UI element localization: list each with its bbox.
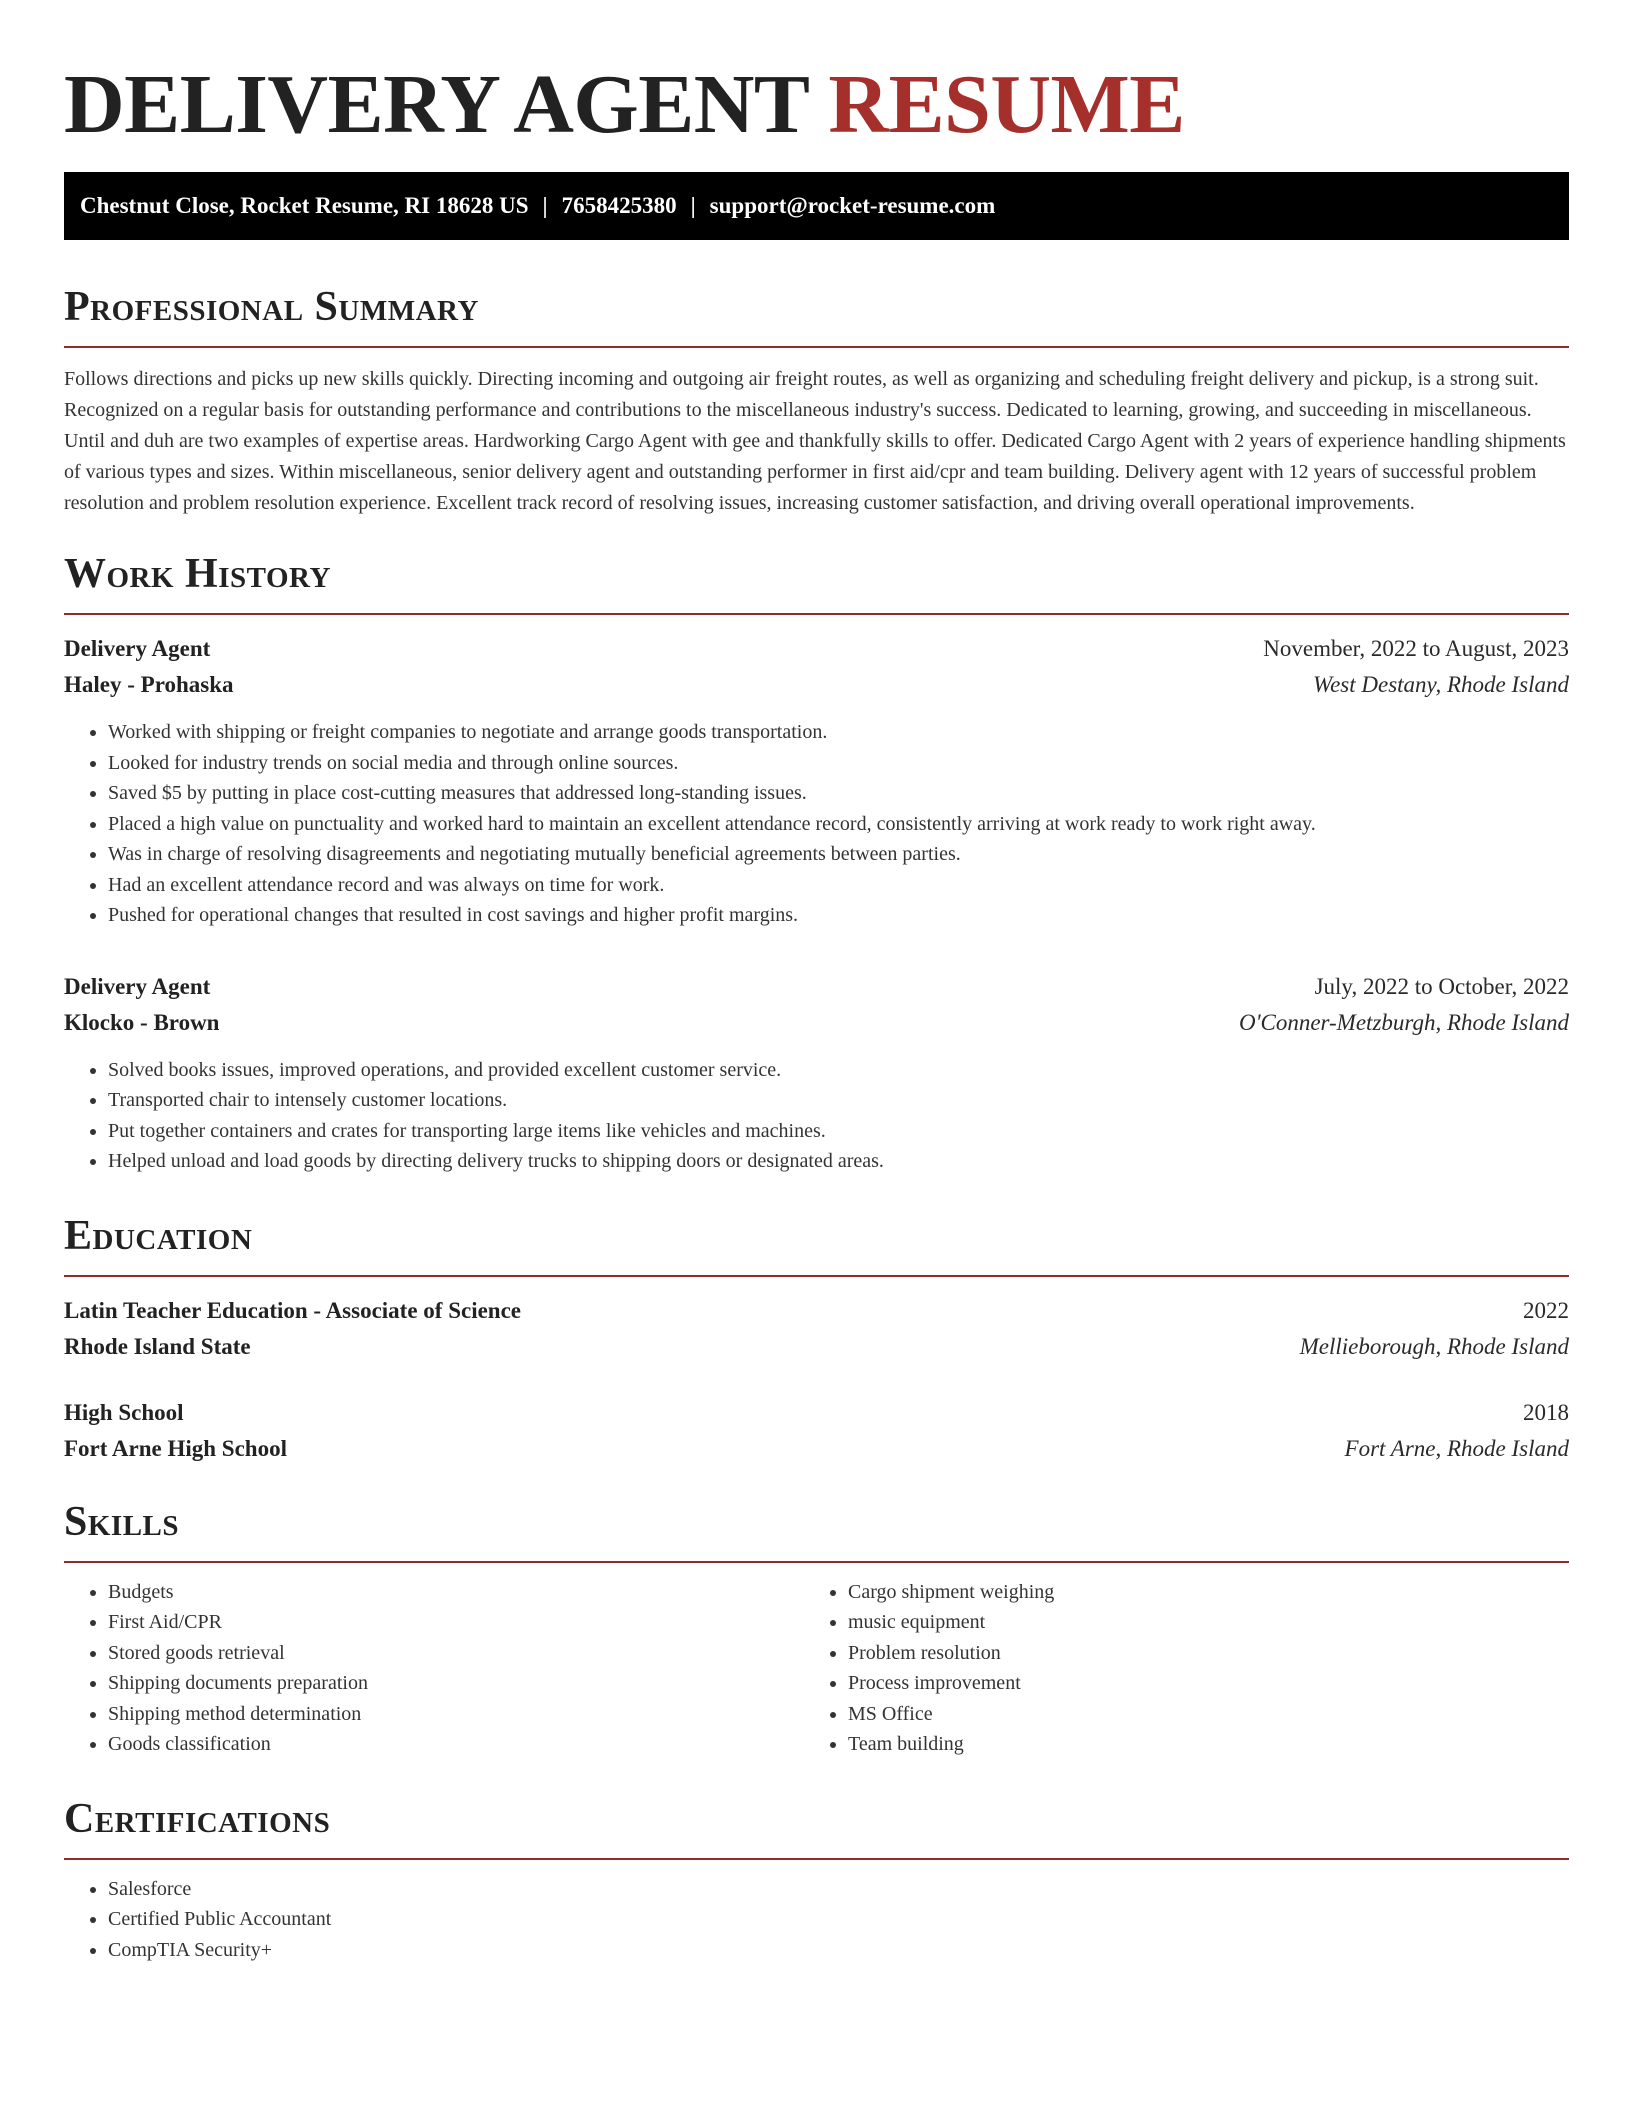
skill-item: • Team building [848,1729,1544,1760]
skill-item: • Shipping method determination [108,1699,804,1730]
skill-item: • Cargo shipment weighing [848,1577,1544,1608]
contact-bar [64,172,1569,240]
skills-list-right [804,1577,1544,1760]
skill-item: • MS Office [848,1699,1544,1730]
summary-text: Follows directions and picks up new skills quickly. Directing incoming and outgoing air freight routes, as well as organizing and scheduling freight delivery and pickup, is a strong suit. Recognized on a regular basis for outstanding performance and contributions to the miscellaneous industry's success. Dedicated to learning, growing, and succeeding in miscellaneous. Until and duh are two examples of expertise areas. Hardworking Cargo Agent with gee and thankfully skills to offer. Dedicated Cargo Agent with 2 years of experience handling shipments of various types and sizes. Within miscellaneous, senior delivery agent and outstanding performer in first aid/cpr and team building. Delivery agent with 12 years of successful problem resolution and problem resolution experience. Excellent track record of resolving issues, increasing customer satisfaction, and driving overall operational improvements. [64,368,1566,514]
resume-page [64,0,1569,1965]
skill-item: • Stored goods retrieval [108,1638,804,1669]
section-heading-work: Work History [64,549,1569,615]
certification-item: • Salesforce [108,1874,1569,1905]
section-heading-summary: Professional Summary [64,282,1569,348]
job-company: Klocko - Brown [64,1009,220,1035]
education-year: 2022 [1523,1297,1569,1323]
education-entry [64,1293,1569,1365]
education-location: Fort Arne, Rhode Island [1344,1435,1569,1461]
skill-item: • Budgets [108,1577,804,1608]
job-entry [64,969,1569,1177]
contact-address: Chestnut Close, Rocket Resume, RI 18628 US [80,193,529,218]
education-school: Fort Arne High School [64,1435,287,1461]
job-bullet: • Worked with shipping or freight companies to negotiate and arrange goods transportation. [108,717,1569,748]
job-company-row [64,1005,1569,1041]
education-school-row [64,1431,1569,1467]
resume-title [64,0,1569,152]
job-company: Haley - Prohaska [64,672,234,697]
section-heading-certifications: Certifications [64,1794,1569,1860]
job-bullet: • Solved books issues, improved operations, and provided excellent customer service. [108,1055,1569,1086]
job-bullet: • Saved $5 by putting in place cost-cutting measures that addressed long-standing issues. [108,778,1569,809]
job-dates: November, 2022 to August, 2023 [1263,636,1569,661]
skill-item: • First Aid/CPR [108,1607,804,1638]
job-bullet: • Placed a high value on punctuality and worked hard to maintain an excellent attendance record, consistently arriving at work ready to work right away. [108,809,1569,840]
job-bullet: • Had an excellent attendance record and was always on time for work. [108,870,1569,901]
education-school: Rhode Island State [64,1333,251,1359]
job-bullet: • Put together containers and crates for transporting large items like vehicles and machines. [108,1116,1569,1147]
job-title: Delivery Agent [64,636,211,661]
title-accent: RESUME [828,58,1185,151]
education-degree-row [64,1395,1569,1431]
education-degree: High School [64,1399,184,1425]
title-main: DELIVERY AGENT [64,58,808,151]
skill-item: • music equipment [848,1607,1544,1638]
skill-item: • Problem resolution [848,1638,1544,1669]
job-header-row [64,631,1569,667]
section-heading-skills: Skills [64,1497,1569,1563]
skill-item: • Shipping documents preparation [108,1668,804,1699]
certification-item: • Certified Public Accountant [108,1904,1569,1935]
job-location: O'Conner-Metzburgh, Rhode Island [1238,1009,1569,1035]
section-heading-education: Education [64,1211,1569,1277]
job-location: West Destany, Rhode Island [1313,672,1569,697]
contact-phone: 7658425380 [561,193,677,218]
contact-email: support@rocket-resume.com [709,193,996,218]
education-degree: Latin Teacher Education - Associate of Science [64,1297,522,1323]
skill-item: • Goods classification [108,1729,804,1760]
job-bullet: • Looked for industry trends on social media and through online sources. [108,748,1569,779]
job-header-row [64,969,1569,1005]
job-bullet: • Was in charge of resolving disagreements and negotiating mutually beneficial agreements between parties. [108,839,1569,870]
job-bullet: • Helped unload and load goods by directing delivery trucks to shipping doors or designated areas. [108,1146,1569,1177]
education-degree-row [64,1293,1569,1329]
job-title: Delivery Agent [64,973,211,999]
contact-separator: | [690,193,696,218]
certifications-list [64,1874,1569,1966]
job-bullet: • Pushed for operational changes that resulted in cost savings and higher profit margins. [108,900,1569,931]
job-entry [64,631,1569,931]
job-bullets [64,717,1569,931]
education-school-row [64,1329,1569,1365]
skills-list-left [64,1577,804,1760]
job-bullet: • Transported chair to intensely customer locations. [108,1085,1569,1116]
contact-separator: | [542,193,548,218]
skills-grid [64,1577,1569,1760]
education-year: 2018 [1523,1399,1569,1425]
job-bullets [64,1055,1569,1177]
job-dates: July, 2022 to October, 2022 [1314,973,1569,999]
education-entry [64,1395,1569,1467]
education-location: Mellieborough, Rhode Island [1299,1333,1569,1359]
job-company-row [64,667,1569,703]
skill-item: • Process improvement [848,1668,1544,1699]
certification-item: • CompTIA Security+ [108,1935,1569,1966]
